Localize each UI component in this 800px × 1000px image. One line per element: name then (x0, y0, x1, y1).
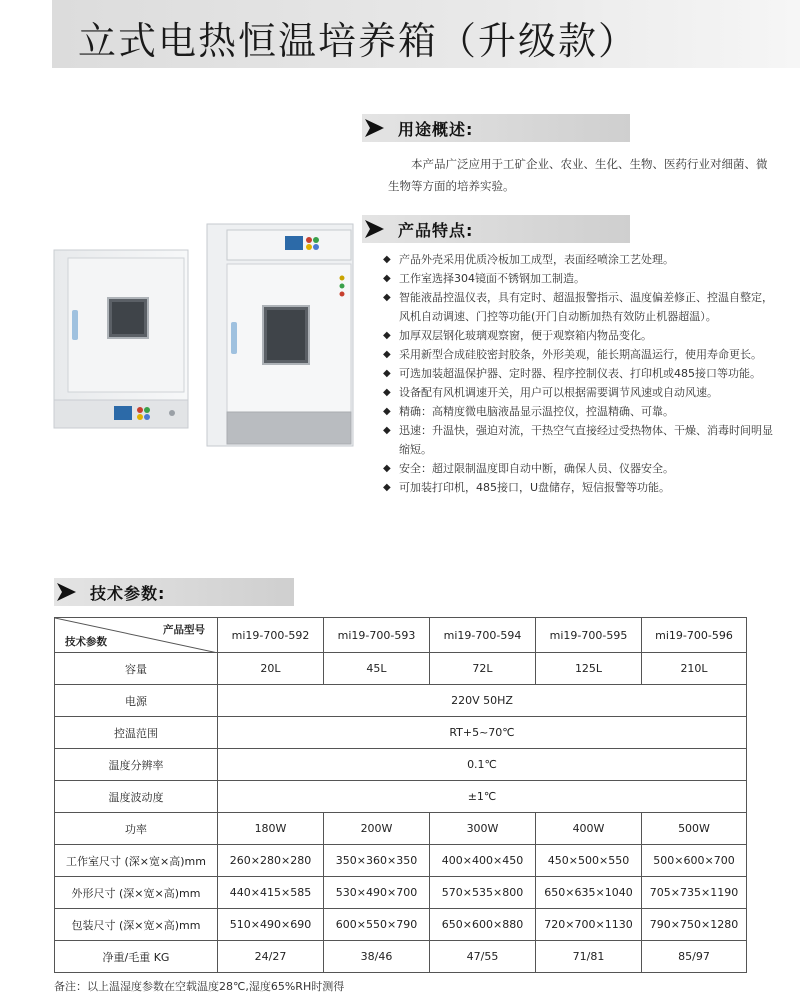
footnote: 备注：以上温湿度参数在空载温度28℃,湿度65%RH时测得 (54, 980, 345, 993)
arrow-right-icon (54, 578, 80, 606)
spec-cell: 85/97 (642, 941, 747, 973)
spec-merged-cell: 220V 50HZ (218, 685, 747, 717)
spec-cell: 400×400×450 (430, 845, 536, 877)
feature-item (383, 402, 778, 421)
spec-cell: 650×635×1040 (536, 877, 642, 909)
spec-row (55, 781, 747, 813)
spec-cell: 450×500×550 (536, 845, 642, 877)
spec-row-label: 温度分辨率 (55, 749, 218, 781)
diamond-bullet-icon: ◆ (383, 387, 391, 398)
spec-merged-cell: ±1℃ (218, 781, 747, 813)
spec-cell: 72L (430, 653, 536, 685)
spec-row (55, 845, 747, 877)
diamond-bullet-icon: ◆ (383, 406, 391, 417)
feature-text: 采用新型合成硅胶密封胶条，外形美观，能长期高温运行，使用寿命更长。 (399, 348, 762, 361)
feature-text: 迅速：升温快，强迫对流，干热空气直接经过受热物体、干燥、消毒时间明显缩短。 (399, 424, 773, 456)
feature-text: 产品外壳采用优质冷板加工成型，表面经喷涂工艺处理。 (399, 253, 674, 266)
spec-cell: 790×750×1280 (642, 909, 747, 941)
spec-merged-cell: 0.1℃ (218, 749, 747, 781)
spec-cell: 600×550×790 (324, 909, 430, 941)
spec-cell: 720×700×1130 (536, 909, 642, 941)
spec-row (55, 909, 747, 941)
spec-cell: 510×490×690 (218, 909, 324, 941)
model-header-cell: mi19-700-593 (324, 618, 430, 653)
corner-params-label: 技术参数 (65, 636, 107, 648)
spec-corner-cell (55, 618, 218, 653)
feature-text: 安全：超过限制温度即自动中断，确保人员、仪器安全。 (399, 462, 674, 475)
specs-heading-bar (54, 578, 294, 606)
feature-text: 精确：高精度微电脑液晶显示温控仪，控温精确、可靠。 (399, 405, 674, 418)
product-image-large-incubator (205, 222, 357, 454)
spec-cell: 300W (430, 813, 536, 845)
spec-row (55, 749, 747, 781)
spec-row-label: 外形尺寸 (深×宽×高)mm (55, 877, 218, 909)
features-list (383, 250, 778, 497)
spec-cell: 71/81 (536, 941, 642, 973)
features-heading-bar (362, 215, 630, 243)
spec-cell: 530×490×700 (324, 877, 430, 909)
spec-row (55, 653, 747, 685)
diamond-bullet-icon: ◆ (383, 254, 391, 265)
spec-cell: 440×415×585 (218, 877, 324, 909)
spec-cell: 20L (218, 653, 324, 685)
spec-row-label: 包装尺寸 (深×宽×高)mm (55, 909, 218, 941)
feature-item (383, 383, 778, 402)
diamond-bullet-icon: ◆ (383, 349, 391, 360)
model-header-cell: mi19-700-594 (430, 618, 536, 653)
spec-cell: 38/46 (324, 941, 430, 973)
feature-text: 设备配有风机调速开关，用户可以根据需要调节风速或自动风速。 (399, 386, 718, 399)
spec-row-label: 温度波动度 (55, 781, 218, 813)
spec-row (55, 717, 747, 749)
arrow-right-icon (362, 114, 388, 142)
spec-merged-cell: RT+5~70℃ (218, 717, 747, 749)
spec-row (55, 685, 747, 717)
diamond-bullet-icon: ◆ (383, 482, 391, 493)
diamond-bullet-icon: ◆ (383, 292, 391, 303)
spec-row (55, 813, 747, 845)
spec-cell: 500×600×700 (642, 845, 747, 877)
spec-table (54, 617, 747, 973)
spec-cell: 400W (536, 813, 642, 845)
usage-heading: 用途概述: (398, 119, 474, 139)
spec-row-label: 功率 (55, 813, 218, 845)
spec-cell: 24/27 (218, 941, 324, 973)
spec-row-label: 电源 (55, 685, 218, 717)
product-image-small-incubator (52, 240, 192, 439)
feature-text: 工作室选择304镜面不锈钢加工制造。 (399, 272, 585, 285)
spec-row (55, 941, 747, 973)
diamond-bullet-icon: ◆ (383, 368, 391, 379)
spec-row-label: 工作室尺寸 (深×宽×高)mm (55, 845, 218, 877)
spec-cell: 350×360×350 (324, 845, 430, 877)
spec-cell: 125L (536, 653, 642, 685)
feature-item (383, 326, 778, 345)
feature-item (383, 421, 778, 459)
corner-model-label: 产品型号 (163, 624, 205, 636)
spec-cell: 260×280×280 (218, 845, 324, 877)
specs-heading: 技术参数: (90, 583, 166, 603)
spec-cell: 47/55 (430, 941, 536, 973)
feature-item (383, 478, 778, 497)
feature-item (383, 345, 778, 364)
spec-header-row (55, 618, 747, 653)
spec-row (55, 877, 747, 909)
spec-cell: 180W (218, 813, 324, 845)
feature-item (383, 288, 778, 326)
usage-heading-bar (362, 114, 630, 142)
model-header-cell: mi19-700-595 (536, 618, 642, 653)
spec-cell: 570×535×800 (430, 877, 536, 909)
diamond-bullet-icon: ◆ (383, 330, 391, 341)
feature-text: 可选加装超温保护器、定时器、程序控制仪表、打印机或485接口等功能。 (399, 367, 761, 380)
feature-item (383, 364, 778, 383)
spec-row-label: 控温范围 (55, 717, 218, 749)
page-title: 立式电热恒温培养箱（升级款） (78, 19, 639, 63)
feature-text: 可加装打印机，485接口，U盘储存，短信报警等功能。 (399, 481, 671, 494)
feature-item (383, 269, 778, 288)
arrow-right-icon (362, 215, 388, 243)
feature-item (383, 459, 778, 478)
diamond-bullet-icon: ◆ (383, 425, 391, 436)
feature-item (383, 250, 778, 269)
usage-description: 本产品广泛应用于工矿企业、农业、生化、生物、医药行业对细菌、微生物等方面的培养实验。 (388, 157, 768, 193)
spec-row-label: 容量 (55, 653, 218, 685)
spec-cell: 500W (642, 813, 747, 845)
model-header-cell: mi19-700-592 (218, 618, 324, 653)
diamond-bullet-icon: ◆ (383, 273, 391, 284)
feature-text: 智能液晶控温仪表，具有定时、超温报警指示、温度偏差修正、控温自整定，风机自动调速、门控等功能(开门自动断加热有效防止机器超温）。 (399, 291, 773, 323)
feature-text: 加厚双层钢化玻璃观察窗，便于观察箱内物品变化。 (399, 329, 652, 342)
spec-cell: 650×600×880 (430, 909, 536, 941)
spec-cell: 210L (642, 653, 747, 685)
spec-cell: 705×735×1190 (642, 877, 747, 909)
spec-cell: 200W (324, 813, 430, 845)
diamond-bullet-icon: ◆ (383, 463, 391, 474)
model-header-cell: mi19-700-596 (642, 618, 747, 653)
spec-cell: 45L (324, 653, 430, 685)
spec-row-label: 净重/毛重 KG (55, 941, 218, 973)
features-heading: 产品特点: (398, 220, 474, 240)
